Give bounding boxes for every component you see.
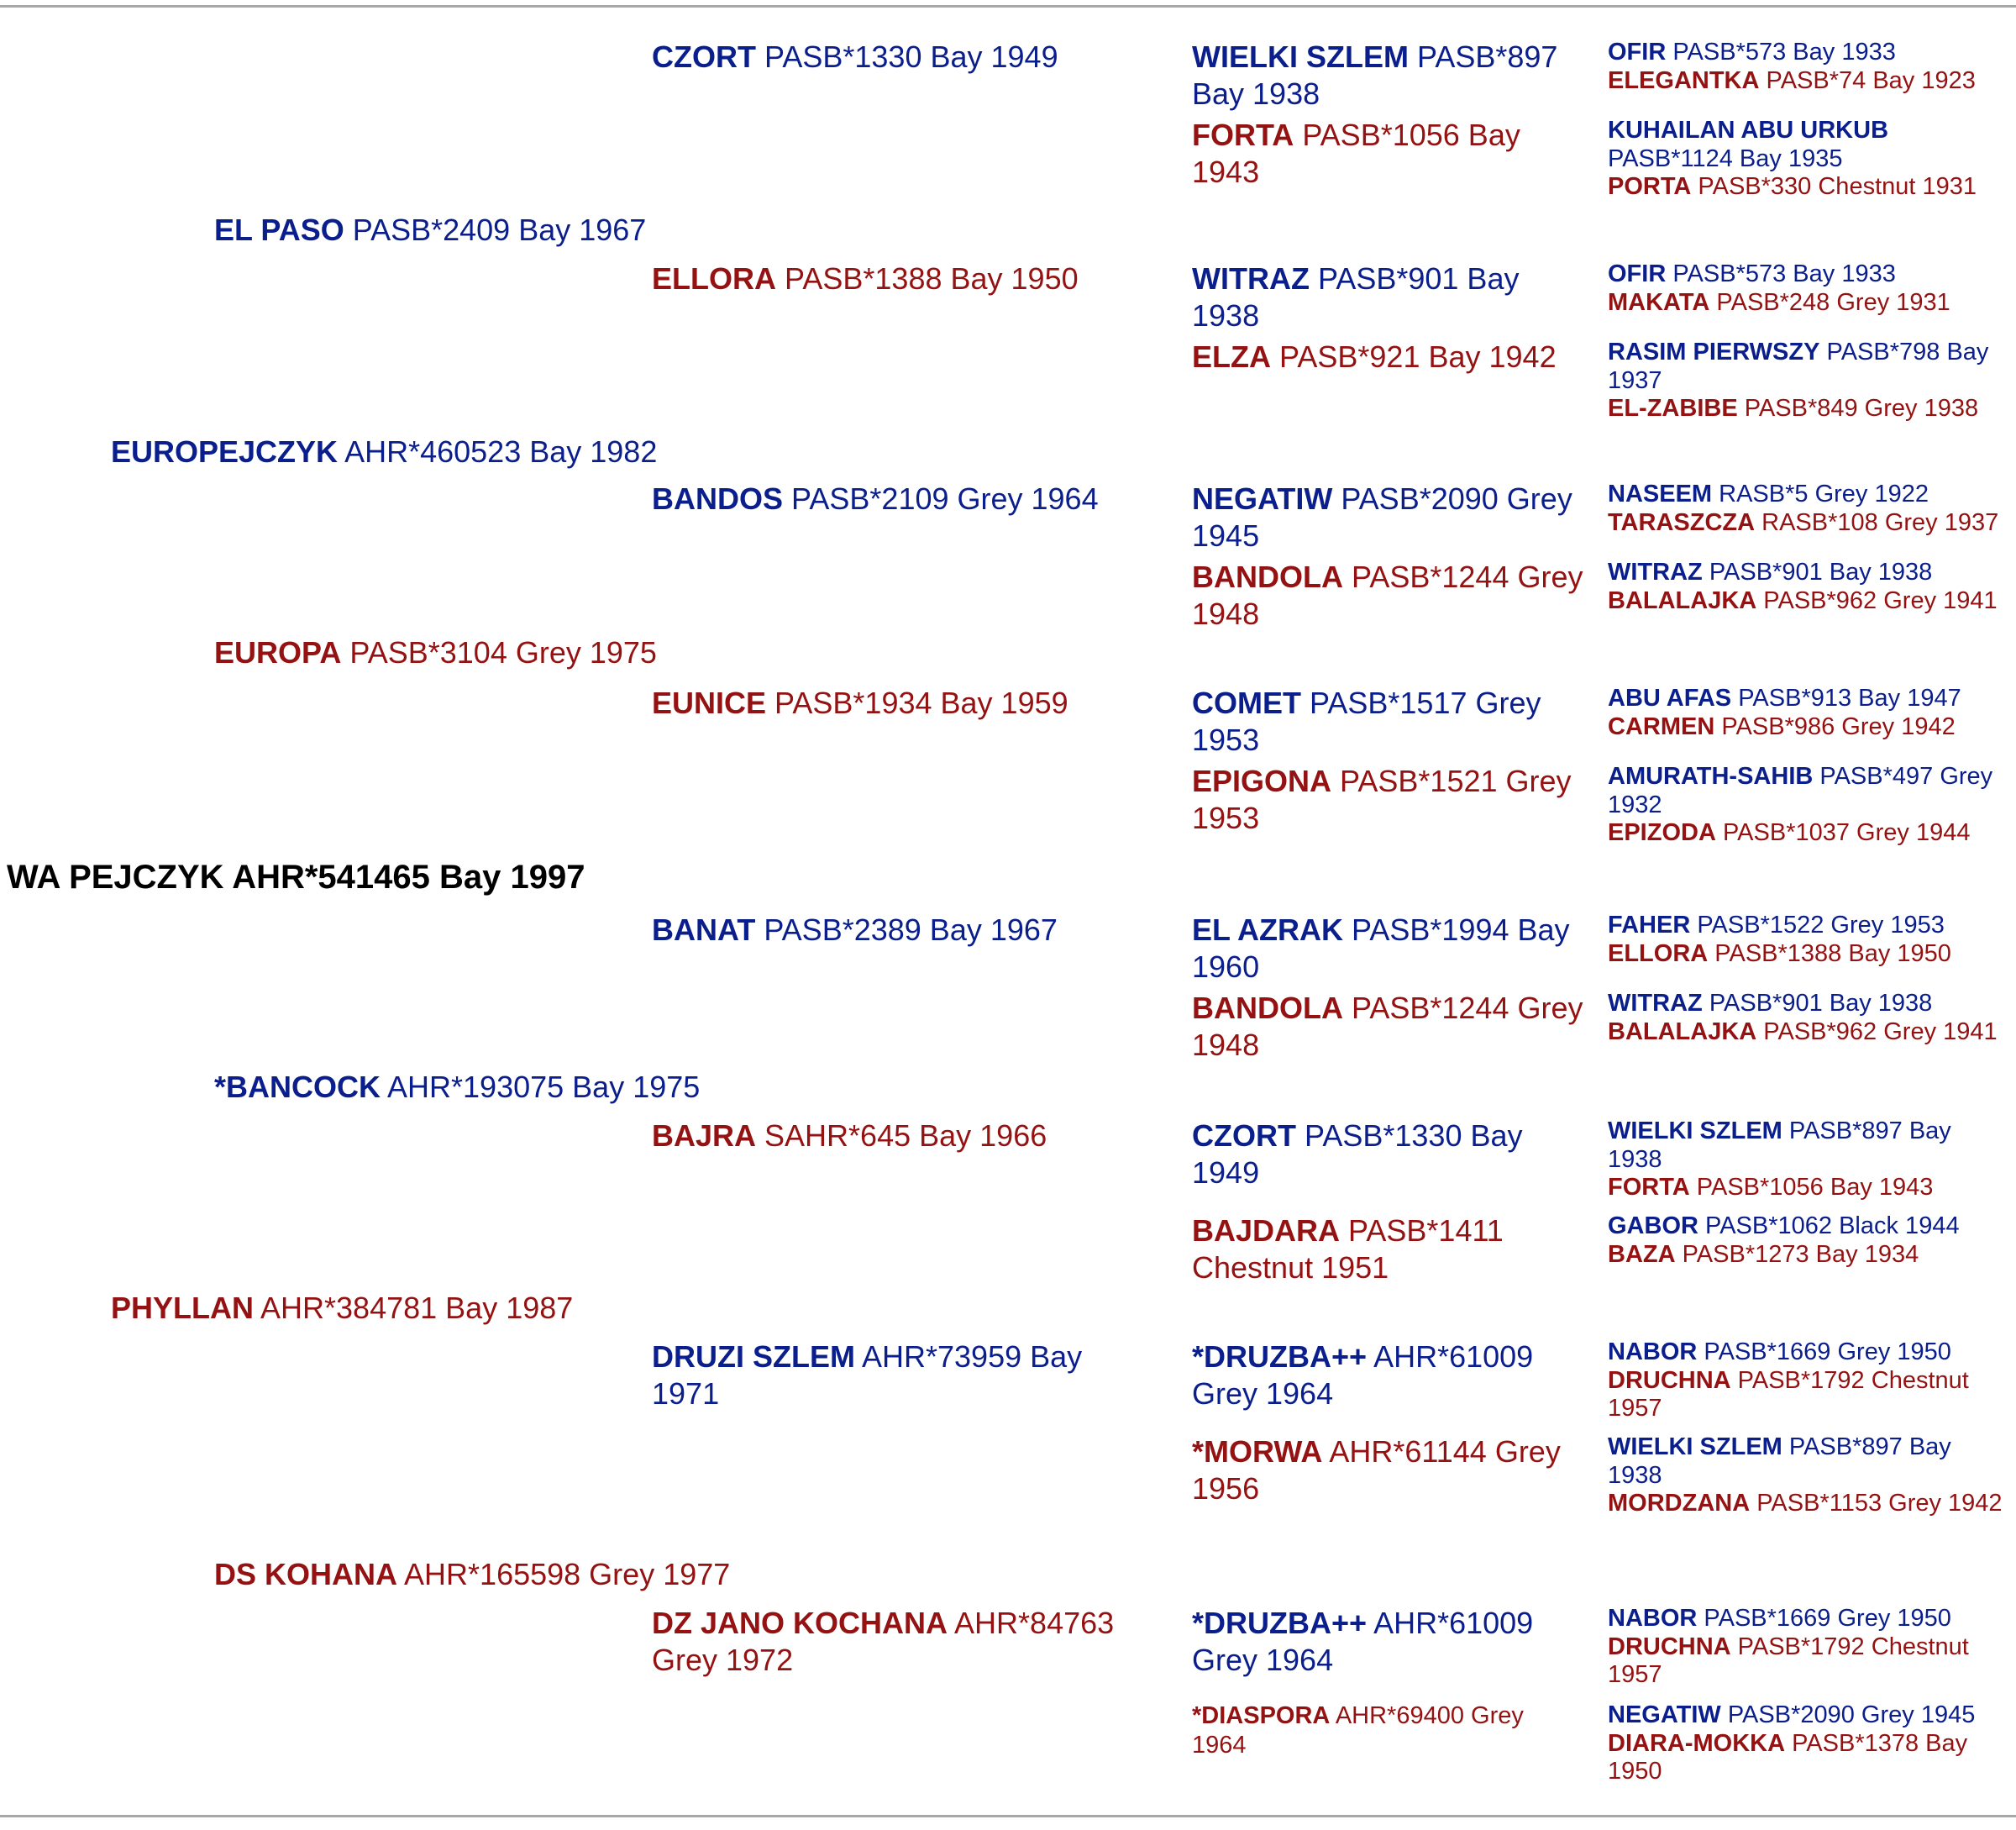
horse-name: AMURATH-SAHIB <box>1608 763 1814 790</box>
ancestor-gen5[interactable] <box>1608 1212 2011 1241</box>
horse-name: TARASZCZA <box>1608 508 1756 536</box>
horse-name: EL PASO <box>214 213 344 247</box>
horse-name: BAJDARA <box>1192 1213 1341 1248</box>
horse-details: AHR*69400 Grey 1964 <box>1192 1702 1524 1759</box>
horse-details: AHR*384781 Bay 1987 <box>260 1291 574 1325</box>
ancestor-gen3[interactable] <box>652 1338 1131 1412</box>
ancestor-gen4[interactable] <box>1192 912 1587 986</box>
horse-name: EPIZODA <box>1608 819 1716 847</box>
ancestor-gen5[interactable] <box>1608 117 2011 173</box>
horse-details: PASB*1273 Bay 1934 <box>1682 1240 1919 1268</box>
horse-name: WIELKI SZLEM <box>1192 39 1409 74</box>
ancestor-gen4[interactable] <box>1192 1338 1587 1412</box>
horse-name: WIELKI SZLEM <box>1608 1117 1782 1144</box>
ancestor-gen5[interactable] <box>1608 1633 2011 1690</box>
subject-horse[interactable] <box>7 857 585 898</box>
horse-name: BALALAJKA <box>1608 1018 1757 1045</box>
horse-name: *DRUZBA++ <box>1192 1606 1368 1640</box>
horse-name: NEGATIW <box>1192 481 1333 516</box>
horse-details: PASB*1669 Grey 1950 <box>1704 1338 1951 1365</box>
ancestor-gen3[interactable] <box>652 260 1079 297</box>
horse-details: PASB*1153 Grey 1942 <box>1756 1490 2003 1517</box>
ancestor-gen5[interactable] <box>1608 173 2011 202</box>
horse-name: RASIM PIERWSZY <box>1608 339 1820 365</box>
horse-name: NABOR <box>1608 1605 1698 1632</box>
horse-name: PORTA <box>1608 173 1692 201</box>
horse-details: PASB*901 Bay 1938 <box>1709 990 1933 1017</box>
ancestor-gen4[interactable] <box>1192 39 1587 113</box>
horse-details: PASB*1037 Grey 1944 <box>1722 819 1971 847</box>
horse-name: CZORT <box>652 39 756 74</box>
ancestor-gen5-pair <box>1608 1117 2011 1202</box>
horse-details: PASB*1244 Grey 1948 <box>1192 560 1583 631</box>
horse-details: AHR*193075 Bay 1975 <box>387 1070 701 1104</box>
ancestor-gen5[interactable] <box>1608 260 2011 289</box>
ancestor-gen4[interactable] <box>1192 990 1587 1064</box>
horse-name: FORTA <box>1608 1174 1690 1202</box>
horse-name: BANDOS <box>652 481 784 516</box>
horse-details: PASB*901 Bay 1938 <box>1192 261 1520 333</box>
horse-name: EL AZRAK <box>1192 912 1343 947</box>
ancestor-gen5[interactable] <box>1608 912 2011 940</box>
ancestor-gen5[interactable] <box>1608 819 2011 848</box>
ancestor-gen3[interactable] <box>652 912 1058 949</box>
horse-details: PASB*1669 Grey 1950 <box>1704 1605 1951 1632</box>
horse-details: PASB*798 Bay 1937 <box>1608 339 1989 394</box>
horse-name: ELEGANTKA <box>1608 66 1760 94</box>
ancestor-gen5[interactable] <box>1608 1018 2011 1047</box>
ancestor-gen5[interactable] <box>1608 685 2011 713</box>
horse-details: PASB*849 Grey 1938 <box>1744 395 1979 423</box>
ancestor-gen5[interactable] <box>1608 1338 2011 1367</box>
ancestor-gen4[interactable] <box>1192 763 1587 837</box>
ancestor-gen5[interactable] <box>1608 559 2011 587</box>
horse-details: PASB*1521 Grey 1953 <box>1192 764 1572 835</box>
horse-name: MORDZANA <box>1608 1490 1751 1517</box>
ancestor-gen5[interactable] <box>1608 289 2011 318</box>
ancestor-gen5-pair <box>1608 763 2011 848</box>
horse-details: PASB*921 Bay 1942 <box>1279 339 1557 374</box>
horse-name: *DIASPORA <box>1192 1702 1331 1729</box>
ancestor-gen3[interactable] <box>652 1605 1139 1679</box>
horse-name: NABOR <box>1608 1338 1698 1365</box>
paternal-grandsire[interactable] <box>214 212 646 249</box>
ancestor-gen5-pair <box>1608 1605 2011 1690</box>
ancestor-gen5-pair <box>1608 1212 2011 1269</box>
ancestor-gen5-pair <box>1608 912 2011 968</box>
ancestor-gen5[interactable] <box>1608 1174 2011 1202</box>
horse-name: DRUCHNA <box>1608 1366 1731 1394</box>
ancestor-gen5-pair <box>1608 559 2011 615</box>
ancestor-gen5[interactable] <box>1608 1730 2011 1786</box>
ancestor-gen4[interactable] <box>1192 339 1587 376</box>
horse-name: ABU AFAS <box>1608 685 1732 712</box>
horse-details: PASB*2109 Grey 1964 <box>791 481 1099 516</box>
ancestor-gen5[interactable] <box>1608 339 2011 395</box>
ancestor-gen5[interactable] <box>1608 67 2011 96</box>
horse-details: PASB*962 Grey 1941 <box>1763 586 1998 614</box>
horse-name: WITRAZ <box>1608 559 1703 586</box>
ancestor-gen5[interactable] <box>1608 395 2011 423</box>
horse-name: BAZA <box>1608 1240 1676 1268</box>
ancestor-gen4[interactable] <box>1192 481 1587 555</box>
horse-name: WITRAZ <box>1608 990 1703 1017</box>
horse-details: PASB*897 Bay 1938 <box>1192 39 1558 111</box>
ancestor-gen5[interactable] <box>1608 481 2011 509</box>
ancestor-gen3[interactable] <box>652 481 1099 518</box>
horse-name: ELLORA <box>652 261 776 296</box>
horse-details: PASB*3104 Grey 1975 <box>349 635 657 670</box>
horse-details: PASB*901 Bay 1938 <box>1709 559 1933 586</box>
horse-name: COMET <box>1192 686 1301 720</box>
horse-name: BALALAJKA <box>1608 586 1757 614</box>
horse-name: ELLORA <box>1608 939 1709 967</box>
horse-name: WA PEJCZYK <box>7 859 224 896</box>
ancestor-gen4[interactable] <box>1192 260 1587 334</box>
top-divider <box>0 5 2016 8</box>
horse-name: *DRUZBA++ <box>1192 1339 1368 1374</box>
ancestor-gen5-pair <box>1608 685 2011 741</box>
ancestor-gen3[interactable] <box>652 1117 1047 1154</box>
ancestor-gen5[interactable] <box>1608 39 2011 67</box>
horse-details: AHR*73959 Bay 1971 <box>652 1339 1083 1411</box>
maternal-grandsire[interactable] <box>214 1069 700 1106</box>
ancestor-gen5[interactable] <box>1608 1490 2011 1518</box>
horse-details: SAHR*645 Bay 1966 <box>764 1118 1047 1153</box>
horse-details: AHR*460523 Bay 1982 <box>344 434 658 469</box>
horse-details: PASB*2090 Grey 1945 <box>1727 1701 1976 1728</box>
horse-details: PASB*330 Chestnut 1931 <box>1698 173 1977 201</box>
ancestor-gen5[interactable] <box>1608 587 2011 616</box>
horse-name: DS KOHANA <box>214 1557 398 1591</box>
horse-details: RASB*108 Grey 1937 <box>1761 508 1999 536</box>
horse-name: DRUZI SZLEM <box>652 1339 855 1374</box>
horse-details: AHR*165598 Grey 1977 <box>404 1557 731 1591</box>
horse-details: AHR*61009 Grey 1964 <box>1192 1606 1534 1677</box>
horse-name: EUROPA <box>214 635 342 670</box>
horse-name: CZORT <box>1192 1118 1296 1153</box>
horse-details: PASB*1792 Chestnut 1957 <box>1608 1633 1969 1689</box>
horse-details: PASB*1994 Bay 1960 <box>1192 912 1570 984</box>
horse-details: PASB*1056 Bay 1943 <box>1192 118 1520 189</box>
ancestor-gen5[interactable] <box>1608 1117 2011 1174</box>
horse-details: PASB*497 Grey 1932 <box>1608 763 1993 818</box>
horse-details: PASB*1330 Bay 1949 <box>1192 1118 1523 1190</box>
ancestor-gen4[interactable] <box>1192 1701 1545 1761</box>
horse-name: NEGATIW <box>1608 1701 1721 1728</box>
horse-name: OFIR <box>1608 260 1667 287</box>
horse-name: DIARA-MOKKA <box>1608 1729 1786 1757</box>
ancestor-gen5[interactable] <box>1608 1701 2011 1730</box>
horse-details: PASB*1388 Bay 1950 <box>1714 939 1951 967</box>
ancestor-gen5[interactable] <box>1608 1241 2011 1270</box>
horse-details: AHR*84763 Grey 1972 <box>652 1606 1115 1677</box>
horse-details: PASB*74 Bay 1923 <box>1766 66 1976 94</box>
horse-details: PASB*1244 Grey 1948 <box>1192 991 1583 1062</box>
ancestor-gen4[interactable] <box>1192 685 1587 759</box>
horse-details: PASB*1522 Grey 1953 <box>1697 912 1945 939</box>
horse-details: PASB*1378 Bay 1950 <box>1608 1729 1968 1785</box>
ancestor-gen4[interactable] <box>1192 1212 1587 1286</box>
ancestor-gen4[interactable] <box>1192 559 1587 633</box>
horse-name: KUHAILAN ABU URKUB <box>1608 117 1889 144</box>
horse-name: NASEEM <box>1608 481 1713 507</box>
horse-name: OFIR <box>1608 39 1667 66</box>
horse-details: PASB*1124 Bay 1935 <box>1608 145 1843 172</box>
ancestor-gen5[interactable] <box>1608 509 2011 538</box>
horse-details: PASB*2409 Bay 1967 <box>352 213 647 247</box>
horse-details: AHR*61009 Grey 1964 <box>1192 1339 1534 1411</box>
horse-name: EUNICE <box>652 686 767 720</box>
horse-name: CARMEN <box>1608 713 1715 740</box>
ancestor-gen5-pair <box>1608 990 2011 1046</box>
bottom-divider <box>0 1815 2016 1817</box>
horse-details: PASB*1934 Bay 1959 <box>774 686 1068 720</box>
horse-details: PASB*573 Bay 1933 <box>1672 39 1896 66</box>
ancestor-gen4[interactable] <box>1192 1433 1587 1507</box>
horse-name: BAJRA <box>652 1118 757 1153</box>
horse-name: BANDOLA <box>1192 991 1343 1025</box>
horse-name: BANDOLA <box>1192 560 1343 594</box>
horse-name: EL-ZABIBE <box>1608 395 1738 423</box>
ancestor-gen5[interactable] <box>1608 1605 2011 1633</box>
ancestor-gen5-pair <box>1608 1338 2011 1423</box>
sire[interactable] <box>111 434 657 471</box>
ancestor-gen5-pair <box>1608 339 2011 423</box>
ancestor-gen5-pair <box>1608 117 2011 202</box>
ancestor-gen5[interactable] <box>1608 940 2011 969</box>
horse-name: GABOR <box>1608 1212 1698 1239</box>
horse-name: *BANCOCK <box>214 1070 381 1104</box>
horse-details: PASB*1062 Black 1944 <box>1705 1212 1960 1239</box>
horse-details: PASB*913 Bay 1947 <box>1738 685 1961 712</box>
horse-details: PASB*1388 Bay 1950 <box>785 261 1079 296</box>
horse-details: PASB*2389 Bay 1967 <box>764 912 1058 947</box>
ancestor-gen5[interactable] <box>1608 713 2011 742</box>
horse-details: PASB*573 Bay 1933 <box>1672 260 1896 287</box>
ancestor-gen5-pair <box>1608 1701 2011 1786</box>
horse-name: DRUCHNA <box>1608 1633 1731 1660</box>
horse-name: FORTA <box>1192 118 1294 152</box>
horse-name: FAHER <box>1608 912 1691 939</box>
ancestor-gen5-pair <box>1608 260 2011 317</box>
horse-details: PASB*1517 Grey 1953 <box>1192 686 1541 757</box>
horse-details: PASB*1411 Chestnut 1951 <box>1192 1213 1504 1285</box>
horse-name: WIELKI SZLEM <box>1608 1433 1782 1460</box>
horse-details: PASB*986 Grey 1942 <box>1721 713 1956 740</box>
horse-name: BANAT <box>652 912 756 947</box>
paternal-granddam[interactable] <box>214 634 657 671</box>
horse-details: PASB*1792 Chestnut 1957 <box>1608 1366 1969 1422</box>
horse-name: EPIGONA <box>1192 764 1332 798</box>
ancestor-gen4[interactable] <box>1192 1117 1587 1191</box>
ancestor-gen5-pair <box>1608 481 2011 537</box>
ancestor-gen4[interactable] <box>1192 117 1587 191</box>
horse-details: PASB*2090 Grey 1945 <box>1192 481 1572 553</box>
horse-details: AHR*61144 Grey 1956 <box>1192 1434 1561 1506</box>
ancestor-gen3[interactable] <box>652 685 1068 722</box>
horse-name: MAKATA <box>1608 288 1710 316</box>
ancestor-gen5[interactable] <box>1608 990 2011 1018</box>
horse-details: PASB*1330 Bay 1949 <box>764 39 1058 74</box>
horse-details: PASB*897 Bay 1938 <box>1608 1433 1951 1489</box>
horse-details: PASB*248 Grey 1931 <box>1716 288 1950 316</box>
ancestor-gen3[interactable] <box>652 39 1058 76</box>
horse-details: RASB*5 Grey 1922 <box>1719 481 1929 507</box>
horse-name: EUROPEJCZYK <box>111 434 339 469</box>
maternal-granddam[interactable] <box>214 1556 730 1593</box>
ancestor-gen5[interactable] <box>1608 763 2011 819</box>
horse-details: PASB*897 Bay 1938 <box>1608 1117 1951 1173</box>
dam[interactable] <box>111 1290 573 1327</box>
horse-name: ELZA <box>1192 339 1271 374</box>
ancestor-gen5-pair <box>1608 39 2011 95</box>
horse-details: PASB*962 Grey 1941 <box>1763 1018 1998 1045</box>
ancestor-gen5[interactable] <box>1608 1367 2011 1423</box>
horse-name: PHYLLAN <box>111 1291 254 1325</box>
horse-details: PASB*1056 Bay 1943 <box>1696 1174 1934 1202</box>
horse-name: DZ JANO KOCHANA <box>652 1606 948 1640</box>
horse-name: *MORWA <box>1192 1434 1323 1469</box>
horse-name: WITRAZ <box>1192 261 1310 296</box>
horse-details: AHR*541465 Bay 1997 <box>232 859 585 896</box>
ancestor-gen4[interactable] <box>1192 1605 1587 1679</box>
ancestor-gen5[interactable] <box>1608 1433 2011 1490</box>
ancestor-gen5-pair <box>1608 1433 2011 1518</box>
